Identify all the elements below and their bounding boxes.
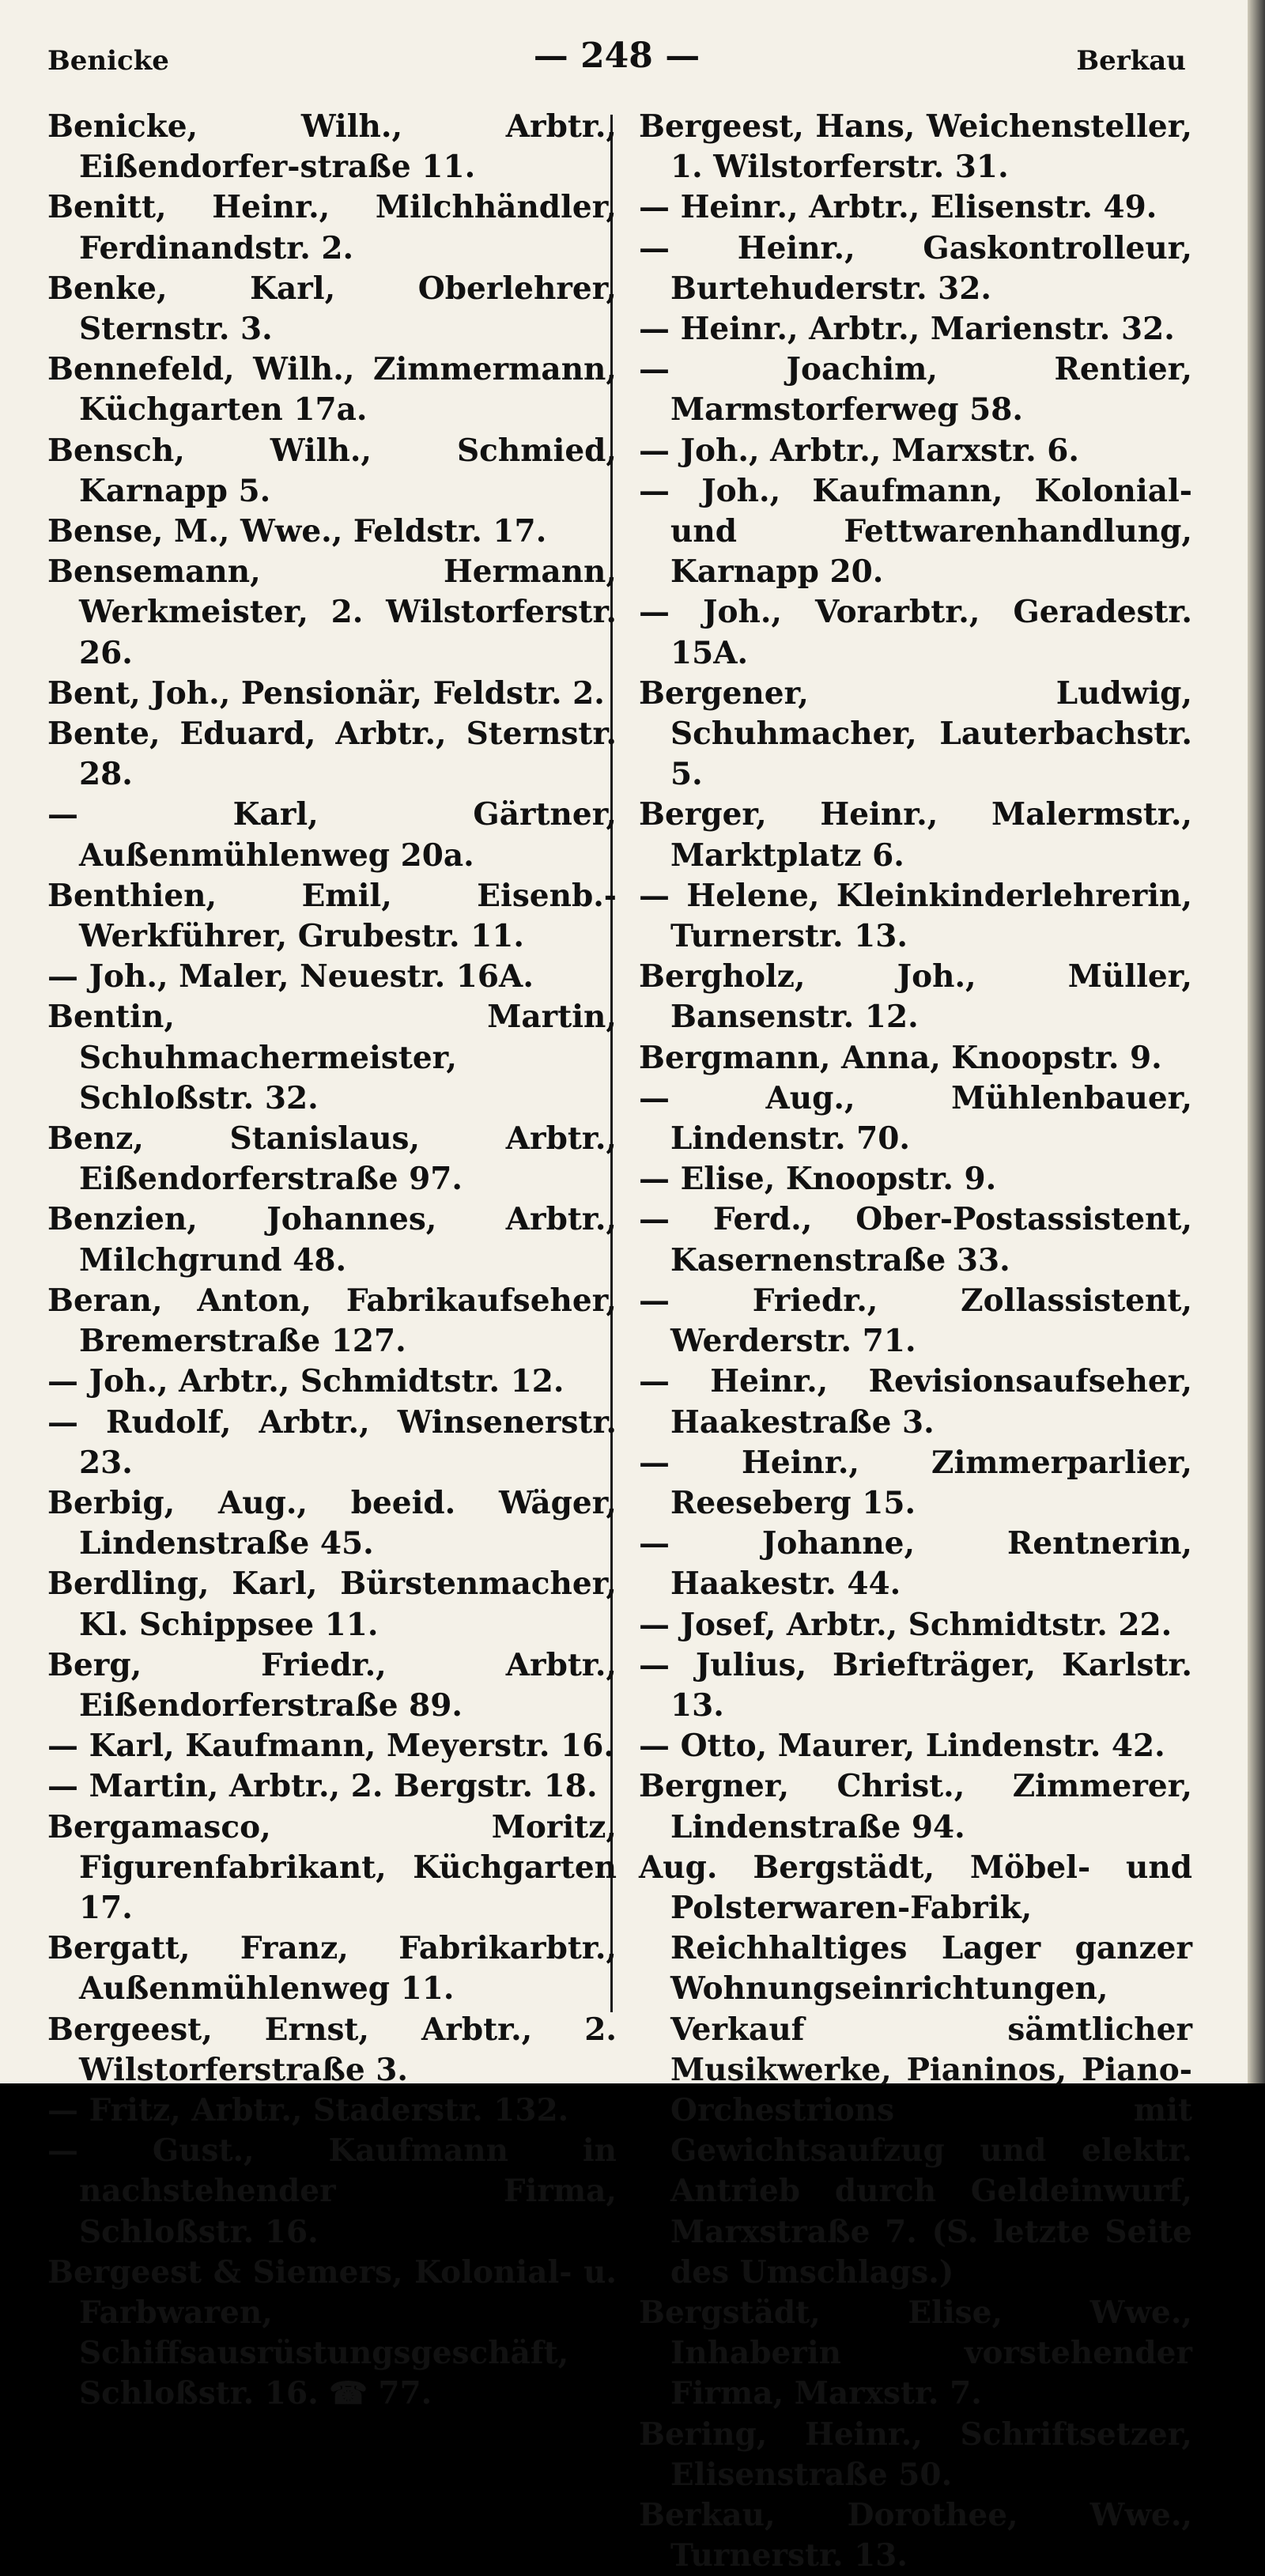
directory-entry: Berdling, Karl, Bürstenmacher, Kl. Schippsee 11.: [47, 1566, 617, 1643]
directory-entry: — Heinr., Gaskontrolleur, Burtehuderstr. 32.: [639, 229, 1192, 307]
directory-entry: — Gust., Kaufmann in nachstehender Firma, Schloßstr. 16.: [47, 2132, 617, 2250]
directory-entry: — Joh., Arbtr., Marxstr. 6.: [639, 432, 1079, 469]
directory-entry: Bergeest & Siemers, Kolonial- u. Farbwaren, Schiffsausrüstungsgeschäft, Schloßstr. 16. ☎ 77.: [47, 2253, 617, 2412]
directory-entry: — Karl, Gärtner, Außenmühlenweg 20a.: [47, 796, 617, 874]
directory-entry: — Heinr., Arbtr., Marienstr. 32.: [639, 311, 1175, 348]
directory-entry: — Rudolf, Arbtr., Winsenerstr. 23.: [47, 1403, 617, 1481]
left-column: [47, 107, 617, 2415]
directory-entry: — Heinr., Zimmerparlier, Reeseberg 15.: [639, 1444, 1192, 1521]
directory-entry: — Otto, Maurer, Lindenstr. 42.: [639, 1728, 1165, 1765]
directory-entry: Bergener, Ludwig, Schuhmacher, Lauterbachstr. 5.: [639, 674, 1192, 793]
directory-entry: Bensch, Wilh., Schmied, Karnapp 5.: [47, 432, 617, 509]
directory-entry: Bent, Joh., Pensionär, Feldstr. 2.: [47, 674, 605, 712]
directory-entry: Bergatt, Franz, Fabrikarbtr., Außenmühlenweg 11.: [47, 1930, 617, 2008]
directory-entry: Bentin, Martin, Schuhmachermeister, Schloßstr. 32.: [47, 999, 617, 1116]
directory-entry: — Johanne, Rentnerin, Haakestr. 44.: [639, 1525, 1192, 1603]
directory-entry: — Aug., Mühlenbauer, Lindenstr. 70.: [639, 1079, 1192, 1158]
directory-entry: — Heinr., Arbtr., Elisenstr. 49.: [639, 189, 1157, 226]
directory-entry: Bente, Eduard, Arbtr., Sternstr. 28.: [47, 716, 617, 793]
page-header: [47, 36, 1186, 83]
directory-entry: — Joh., Arbtr., Schmidtstr. 12.: [47, 1363, 565, 1400]
directory-entry: Bergstädt, Elise, Wwe., Inhaberin vorstehender Firma, Marxstr. 7.: [639, 2294, 1192, 2412]
directory-entry: — Julius, Briefträger, Karlstr. 13.: [639, 1646, 1192, 1724]
directory-entry: Bergeest, Ernst, Arbtr., 2. Wilstorferstraße 3.: [47, 2011, 617, 2088]
directory-entry: — Helene, Kleinkinderlehrerin, Turnerstr. 13.: [639, 877, 1192, 955]
directory-entry: Aug. Bergstädt, Möbel- und Polsterwaren-Fabrik, Reichhaltiges Lager ganzer Wohnungseinrichtungen, Verkauf sämtlicher Musikwerke, Pianinos, Piano-Orchestrions mit Gewichtsaufzug und elektr. Antrieb durch Geldeinwurf, Marxstraße 7. (S. letzte Seite des Umschlags.): [639, 1849, 1192, 2291]
directory-entry: — Joh., Vorarbtr., Geradestr. 15A.: [639, 594, 1192, 671]
header-left-catchword: Benicke: [47, 45, 169, 77]
directory-entry: Berbig, Aug., beeid. Wäger, Lindenstraße 45.: [47, 1484, 617, 1562]
directory-entry: Bense, M., Wwe., Feldstr. 17.: [47, 513, 547, 550]
directory-entry: — Josef, Arbtr., Schmidtstr. 22.: [639, 1606, 1172, 1643]
page-number: — 248 —: [533, 36, 700, 76]
directory-entry: Benzien, Johannes, Arbtr., Milchgrund 48.: [47, 1201, 617, 1279]
directory-entry: Berg, Friedr., Arbtr., Eißendorferstraße 89.: [47, 1646, 617, 1724]
directory-entry: — Joachim, Rentier, Marmstorferweg 58.: [639, 351, 1192, 429]
directory-entry: — Heinr., Revisionsaufseher, Haakestraße 3.: [639, 1363, 1192, 1441]
directory-entry: — Joh., Kaufmann, Kolonial- und Fettwarenhandlung, Karnapp 20.: [639, 472, 1192, 591]
directory-entry: Bergholz, Joh., Müller, Bansenstr. 12.: [639, 958, 1192, 1036]
page-edge-shadow: [1248, 0, 1265, 2083]
directory-entry: Beran, Anton, Fabrikaufseher, Bremerstraße 127.: [47, 1282, 617, 1360]
directory-entry: Benz, Stanislaus, Arbtr., Eißendorferstraße 97.: [47, 1120, 617, 1198]
directory-entry: — Fritz, Arbtr., Staderstr. 132.: [47, 2091, 569, 2128]
directory-entry: — Ferd., Ober-Postassistent, Kasernenstraße 33.: [639, 1201, 1192, 1279]
directory-entry: Benke, Karl, Oberlehrer, Sternstr. 3.: [47, 270, 617, 348]
directory-entry: Bergner, Christ., Zimmerer, Lindenstraße 94.: [639, 1768, 1192, 1845]
directory-entry: — Elise, Knoopstr. 9.: [639, 1161, 997, 1198]
directory-entry: Benitt, Heinr., Milchhändler, Ferdinandstr. 2.: [47, 189, 617, 266]
right-column: [639, 107, 1192, 2576]
directory-entry: Bensemann, Hermann, Werkmeister, 2. Wilstorferstr. 26.: [47, 553, 617, 671]
directory-entry: Bergeest, Hans, Weichensteller, 1. Wilstorferstr. 31.: [639, 108, 1192, 186]
directory-entry: — Martin, Arbtr., 2. Bergstr. 18.: [47, 1768, 598, 1805]
directory-entry: Berkau, Dorothee, Wwe., Turnerstr. 13.: [639, 2496, 1192, 2574]
directory-entry: Bennefeld, Wilh., Zimmermann, Küchgarten 17a.: [47, 351, 617, 429]
directory-entry: Berger, Heinr., Malermstr., Marktplatz 6.: [639, 796, 1192, 874]
directory-entry: — Friedr., Zollassistent, Werderstr. 71.: [639, 1282, 1192, 1360]
directory-entry: Benicke, Wilh., Arbtr., Eißendorfer-straße 11.: [47, 108, 617, 186]
directory-entry: — Joh., Maler, Neuestr. 16A.: [47, 958, 534, 995]
directory-entry: — Karl, Kaufmann, Meyerstr. 16.: [47, 1728, 614, 1765]
header-right-catchword: Berkau: [1076, 45, 1186, 77]
directory-entry: Bergamasco, Moritz, Figurenfabrikant, Küchgarten 17.: [47, 1808, 617, 1926]
directory-entry: Bering, Heinr., Schriftsetzer, Elisenstraße 50.: [639, 2415, 1192, 2493]
directory-entry: Benthien, Emil, Eisenb.-Werkführer, Grubestr. 11.: [47, 877, 617, 955]
directory-entry: Bergmann, Anna, Knoopstr. 9.: [639, 1039, 1162, 1076]
